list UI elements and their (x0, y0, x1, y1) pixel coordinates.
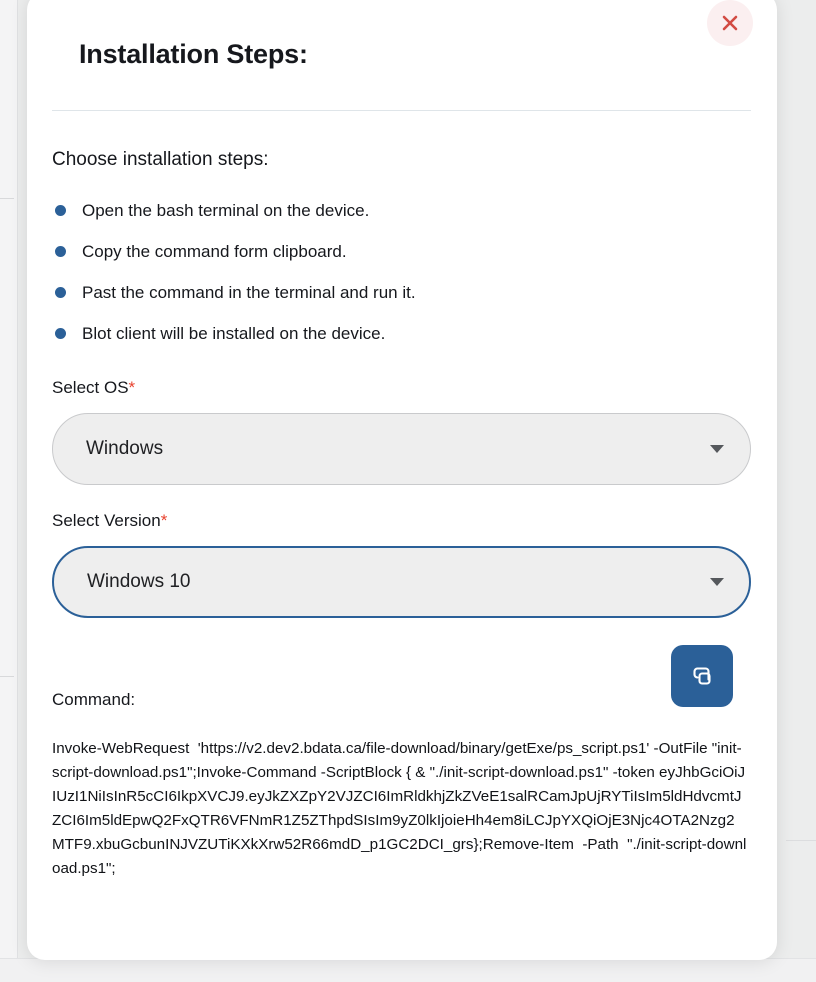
copy-command-button[interactable] (671, 645, 733, 707)
list-item (52, 272, 751, 313)
close-icon (719, 12, 741, 34)
bullet-icon (55, 287, 66, 298)
installation-steps-list (52, 190, 751, 354)
bullet-icon (55, 328, 66, 339)
os-select[interactable] (52, 413, 751, 485)
backdrop-divider-top (0, 198, 14, 199)
version-field-group (52, 510, 751, 618)
version-label-text: Select Version (52, 511, 161, 530)
header-divider (52, 110, 751, 111)
os-required-asterisk: * (128, 378, 136, 397)
backdrop-divider-middle (0, 676, 14, 677)
version-select-value: Windows 10 (87, 571, 191, 592)
os-field-label (52, 377, 751, 399)
os-select-wrap (52, 413, 751, 485)
copy-icon (688, 662, 716, 690)
os-field-group (52, 377, 751, 485)
list-item (52, 231, 751, 272)
step-label: Open the bash terminal on the device. (82, 200, 370, 220)
list-item (52, 313, 751, 354)
instructions-heading: Choose installation steps: (52, 149, 269, 170)
list-item (52, 190, 751, 231)
command-text[interactable]: Invoke-WebRequest 'https://v2.dev2.bdata.ca/file-download/binary/getExe/ps_script.ps1' -OutFile "init-script-download.ps1";Invoke-Command -ScriptBlock { & "./init-script-download.ps1" -token eyJhbGciOiJIUzI1NiIsInR5cCI6IkpXVCJ9.eyJkZXZpY2VJZCI6ImRldkhjZkZVeE1salRCamJpUjRYTiIsIm5ldHdvcmtJZCI6Im5ldEpwQ2FxQTR6VFNmR1Z5ZThpdSIsIm9yZ0lkIjoieHh4em8iLCJpYXQiOjE3Njc4OTA2Nzg2MTF9.xbuGcbunINJVZUTiKXkXrw52R66mdD_p1GC2DCI_grs};Remove-Item -Path "./init-script-download.ps1"; (52, 740, 747, 877)
dialog-header (27, 0, 777, 100)
backdrop-bottom-bar (0, 958, 816, 982)
version-required-asterisk: * (160, 511, 168, 530)
dialog-body (27, 148, 777, 881)
close-button[interactable] (707, 0, 753, 46)
os-label-text: Select OS (52, 378, 129, 397)
version-select-wrap (52, 546, 751, 618)
backdrop-divider-right (786, 840, 816, 841)
bullet-icon (55, 205, 66, 216)
bullet-icon (55, 246, 66, 257)
step-label: Copy the command form clipboard. (82, 241, 347, 261)
step-label: Past the command in the terminal and run it. (82, 282, 416, 302)
os-select-value: Windows (86, 438, 164, 459)
page-title: Installation Steps: (79, 39, 308, 69)
step-label: Blot client will be installed on the device. (82, 323, 386, 343)
command-header-row (52, 665, 751, 711)
backdrop-left-edge (0, 0, 18, 982)
installation-steps-dialog (27, 0, 777, 960)
version-select[interactable] (52, 546, 751, 618)
version-field-label (52, 510, 751, 532)
command-label: Command: (52, 690, 136, 709)
